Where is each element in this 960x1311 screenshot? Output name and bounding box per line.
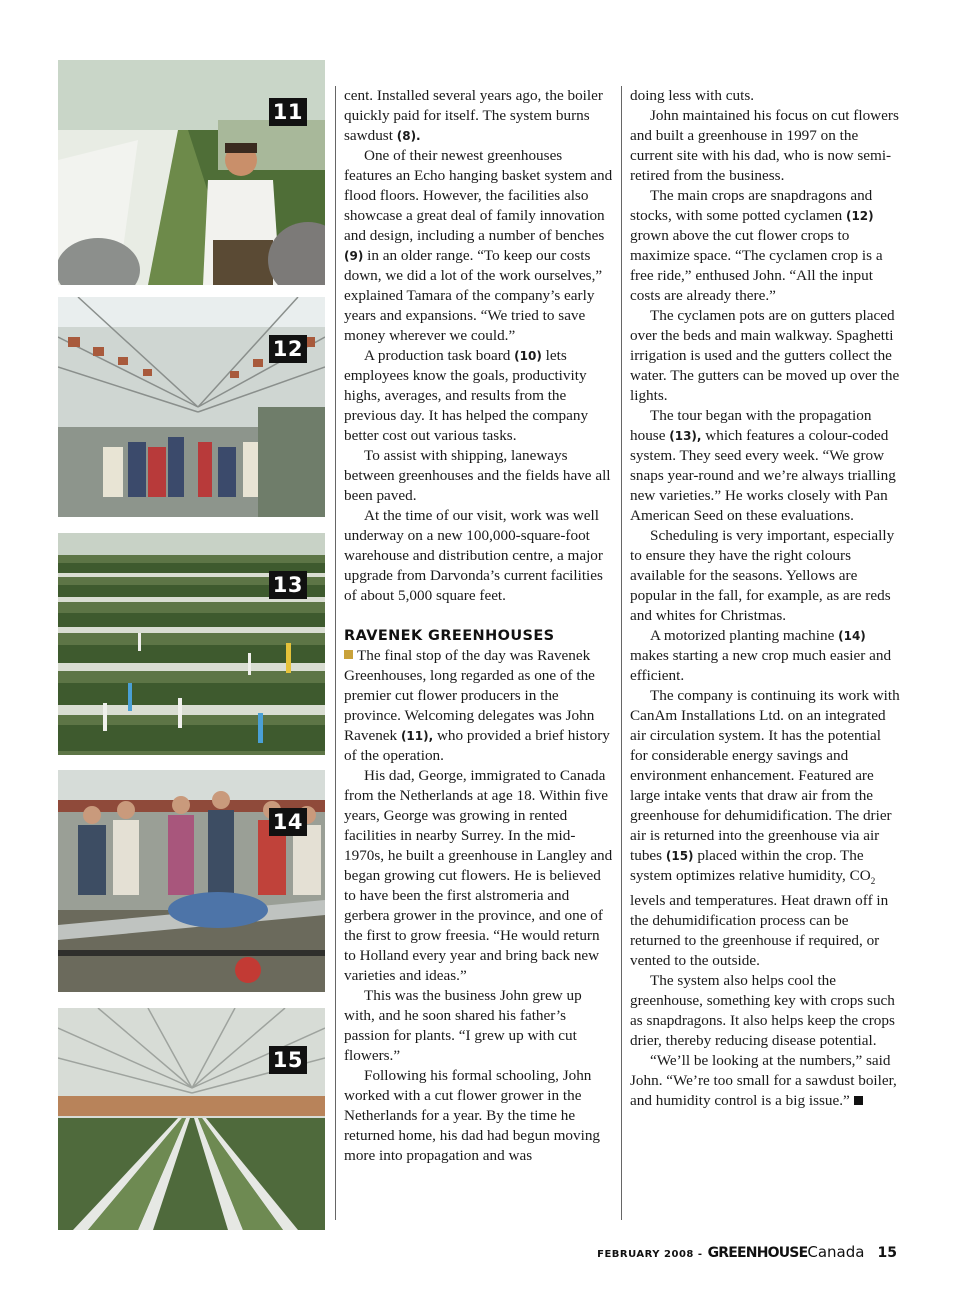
paragraph: The system also helps cool the greenhouse, something key with crops such as snapdragons. It also helps keep the crops drier, thereby reducing disease potential. <box>630 972 895 1050</box>
paragraph <box>630 1051 900 1111</box>
section-marker-icon <box>344 650 353 659</box>
photo-label: 13 <box>269 571 307 599</box>
photo-15 <box>58 1008 325 1230</box>
figure-ref: (14) <box>838 629 866 643</box>
figure-ref: (10) <box>514 349 542 363</box>
photo-14-image <box>58 770 325 992</box>
text: The final stop of the day was Ravenek Greenhouses, long regarded as one of the premier cut flower producers in the province. Welcoming delegates was John Ravenek <box>344 647 595 744</box>
text: who provided a brief history of the operation. <box>344 727 610 764</box>
paragraph <box>630 186 900 306</box>
photo-13-image <box>58 533 325 755</box>
text: One of their newest greenhouses features an Echo hanging basket system and flood floors. However, the facilities also showcase a great deal of family innovation and design, including a number of benches <box>344 147 613 244</box>
text: in an older range. “To keep our costs down, we did a lot of the work ourselves,” explained Tamara of the company’s early years and expansions. “We tried to save money wherever we could.” <box>344 247 603 344</box>
photo-11 <box>58 60 325 285</box>
photo-13 <box>58 533 325 755</box>
paragraph <box>630 406 900 526</box>
paragraph: Following his formal schooling, John worked with a cut flower grower in the Netherlands for a year. By the time he returned home, his dad had begun moving more into propagation and was <box>344 1067 601 1164</box>
photo-14 <box>58 770 325 992</box>
paragraph: John maintained his focus on cut flowers and built a greenhouse in 1997 on the current site with his dad, who is now semi-retired from the business. <box>630 107 899 184</box>
paragraph <box>344 346 614 446</box>
paragraph: This was the business John grew up with, and he soon shared his father’s passion for plants. “I grew up with cut flowers.” <box>344 987 582 1064</box>
section-heading: RAVENEK GREENHOUSES <box>344 628 555 644</box>
figure-ref: (11), <box>400 729 434 743</box>
magazine-name-greenhouse: GREENHOUSE <box>707 1245 808 1261</box>
text: levels and temperatures. Heat drawn off in the dehumidification process can be returned to the greenhouse if required, or vented to the outside. <box>630 892 889 970</box>
text: makes starting a new crop much easier and efficient. <box>630 647 892 684</box>
text: cent. Installed several years ago, the boiler quickly paid for itself. The system burns sawdust <box>344 87 603 144</box>
text: placed within the crop. The system optimizes relative humidity, CO <box>630 847 871 884</box>
page-footer <box>560 1242 897 1261</box>
photo-label: 12 <box>269 335 307 363</box>
paragraph: The cyclamen pots are on gutters placed over the beds and main walkway. Spaghetti irrigation is used and the gutters collect the water. The gutters can be moved up over the lights. <box>630 307 900 404</box>
paragraph <box>344 646 614 766</box>
subscript: 2 <box>870 876 876 887</box>
figure-ref: (15) <box>665 849 694 863</box>
paragraph: Scheduling is very important, especially to ensure they have the right colours available for the seasons. Yellows are popular in the fall, for example, as are reds and whites for Christmas. <box>630 527 895 624</box>
photo-label: 14 <box>269 808 307 836</box>
photo-15-image <box>58 1008 325 1230</box>
article-column-2 <box>630 86 900 1111</box>
photo-12-image <box>58 297 325 517</box>
paragraph <box>344 146 614 346</box>
column-divider <box>335 86 336 1220</box>
paragraph: At the time of our visit, work was well underway on a new 100,000-square-foot warehouse and distribution centre, a major upgrade from Darvonda’s current facilities of about 5,000 square feet. <box>344 507 603 604</box>
text: A production task board <box>364 347 511 364</box>
paragraph: doing less with cuts. <box>630 87 755 104</box>
magazine-name-canada: Canada <box>807 1243 865 1261</box>
article-column-1 <box>344 86 614 1166</box>
text: The main crops are snapdragons and stocks, with some potted cyclamen <box>630 187 873 224</box>
text: A motorized planting machine <box>650 627 835 644</box>
text: The tour began with the propagation house <box>630 407 872 444</box>
text: which features a colour-coded system. They seed every week. “We grow snaps year-round and we’re always trialling new varieties.” He works closely with Pan American Seed on these evaluations. <box>630 427 896 524</box>
page-number: 15 <box>877 1245 897 1261</box>
photo-label: 11 <box>269 98 307 126</box>
paragraph <box>344 86 614 146</box>
photo-12 <box>58 297 325 517</box>
text: grown above the cut flower crops to maximize space. “The cyclamen crop is a free ride,” enthused John. “All the input costs are already there.” <box>630 227 883 304</box>
paragraph <box>630 626 900 686</box>
text: The company is continuing its work with CanAm Installations Ltd. on an integrated air circulation system. It has the potential for considerable energy savings and environment enhancement. Featured are large intake vents that draw air from the greenhouse for dehumidification. The drier air is returned into the greenhouse via air tubes <box>630 687 900 864</box>
figure-ref: (9) <box>344 249 364 263</box>
photo-label: 15 <box>269 1046 307 1074</box>
column-divider <box>621 86 622 1220</box>
paragraph <box>630 686 900 971</box>
figure-ref: (13), <box>669 429 702 443</box>
paragraph: To assist with shipping, laneways between greenhouses and the fields have all been paved. <box>344 447 611 504</box>
photo-11-image <box>58 60 325 285</box>
text: “We’ll be looking at the numbers,” said John. “We’re too small for a sawdust boiler, and humidity control is a big issue.” <box>630 1052 897 1110</box>
figure-ref: (8). <box>396 129 421 143</box>
figure-ref: (12) <box>845 209 874 223</box>
text: lets employees know the goals, productivity highs, averages, and results from the previous day. It has helped the company better cost out various tasks. <box>344 347 589 444</box>
footer-date: FEBRUARY 2008 - <box>597 1249 703 1260</box>
end-mark-icon <box>854 1096 863 1105</box>
paragraph: His dad, George, immigrated to Canada from the Netherlands at age 18. Within five years, George was growing in rented facilities in nearby Surrey. In the mid-1970s, he built a greenhouse in Langley and began growing cut flowers. He is believed to have been the first alstromeria and gerbera grower in the province, and one of the first to grow freesia. “He would return to Holland every year and bring back new varieties and ideas.” <box>344 767 613 984</box>
